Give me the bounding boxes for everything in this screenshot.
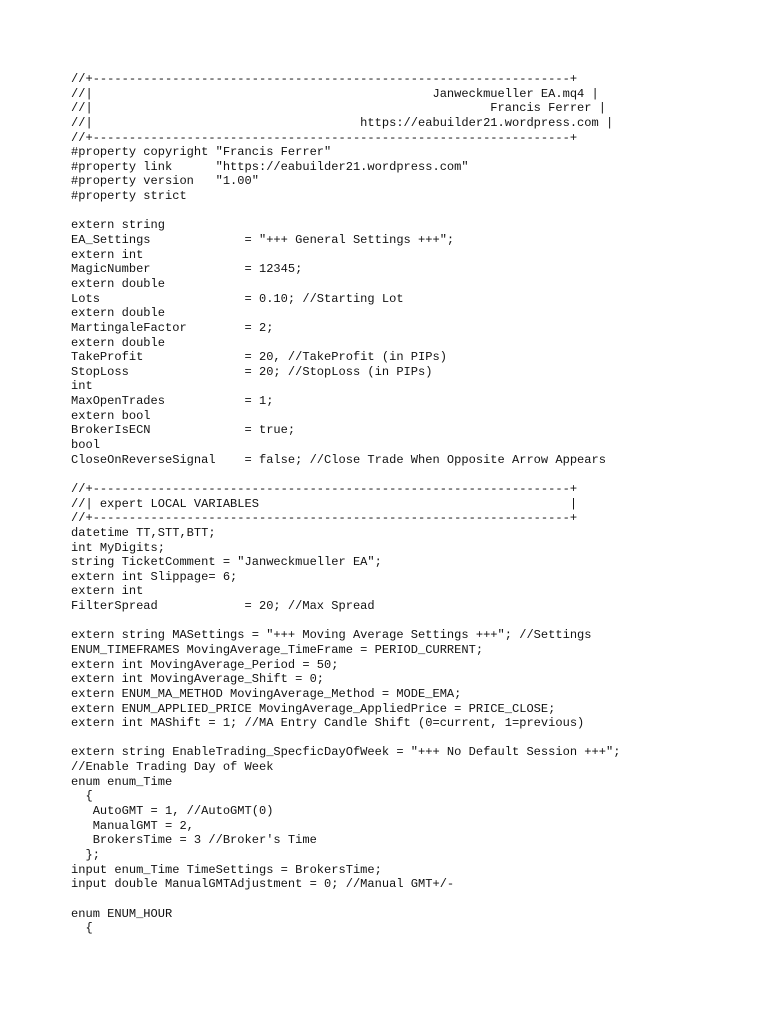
code-line: StopLoss = 20; //StopLoss (in PIPs) [71,364,433,379]
code-line [71,731,620,746]
code-listing [71,72,620,936]
code-line: //| expert LOCAL VARIABLES | [71,496,578,511]
code-line: //| https://eabuilder21.wordpress.com | [71,115,614,130]
code-line [71,614,620,629]
code-line: ManualGMT = 2, [71,818,194,833]
code-line: { [71,789,93,804]
code-line: bool [71,438,100,453]
code-line: //Enable Trading Day of Week [71,760,274,775]
code-line: enum enum_Time [71,774,173,789]
code-line: extern int MAShift = 1; //MA Entry Candle Shift (0=current, 1=previous) [71,716,585,731]
code-line: int [71,379,93,394]
code-line: //| Janweckmueller EA.mq4 | [71,86,599,101]
code-line: #property copyright "Francis Ferrer" [71,145,332,160]
code-line: }; [71,847,100,862]
code-line: //+------------------------------------------------------------------+ [71,130,578,145]
code-line: input double ManualGMTAdjustment = 0; //Manual GMT+/- [71,877,455,892]
code-line: extern ENUM_APPLIED_PRICE MovingAverage_AppliedPrice = PRICE_CLOSE; [71,701,556,716]
code-line: { [71,921,93,936]
code-line: Lots = 0.10; //Starting Lot [71,291,404,306]
code-line: //+------------------------------------------------------------------+ [71,72,578,86]
code-line: extern double [71,276,165,291]
code-line: #property link "https://eabuilder21.wordpress.com" [71,159,469,174]
code-line: EA_Settings = "+++ General Settings +++"; [71,233,455,248]
code-line: extern double [71,306,165,321]
code-line: input enum_Time TimeSettings = BrokersTime; [71,862,382,877]
code-line: MagicNumber = 12345; [71,262,303,277]
code-line: BrokersTime = 3 //Broker's Time [71,833,317,848]
code-line: AutoGMT = 1, //AutoGMT(0) [71,804,274,819]
code-line [71,204,620,219]
code-line: BrokerIsECN = true; [71,423,296,438]
code-line: #property version "1.00" [71,174,259,189]
code-line: extern string MASettings = "+++ Moving Average Settings +++"; //Settings [71,628,592,643]
code-line: enum ENUM_HOUR [71,906,173,921]
code-line: extern double [71,335,165,350]
code-line: extern bool [71,408,151,423]
code-line: #property strict [71,189,187,204]
code-line: extern int MovingAverage_Shift = 0; [71,672,325,687]
code-line: MaxOpenTrades = 1; [71,394,274,409]
code-line: extern int MovingAverage_Period = 50; [71,657,339,672]
code-line: extern int [71,247,144,262]
code-line: //| Francis Ferrer | [71,101,606,116]
code-line: extern string EnableTrading_SpecficDayOfWeek = "+++ No Default Session +++"; [71,745,621,760]
code-line: int MyDigits; [71,540,165,555]
code-line [71,892,620,907]
code-line: //+------------------------------------------------------------------+ [71,481,578,496]
code-line: datetime TT,STT,BTT; [71,525,216,540]
code-line: CloseOnReverseSignal = false; //Close Trade When Opposite Arrow Appears [71,452,606,467]
code-line: string TicketComment = "Janweckmueller EA"; [71,555,382,570]
code-line: TakeProfit = 20, //TakeProfit (in PIPs) [71,350,447,365]
code-line: extern int [71,584,144,599]
code-line: ENUM_TIMEFRAMES MovingAverage_TimeFrame = PERIOD_CURRENT; [71,642,484,657]
code-line [71,467,620,482]
code-line: MartingaleFactor = 2; [71,320,274,335]
code-line: extern int Slippage= 6; [71,569,238,584]
code-line: //+------------------------------------------------------------------+ [71,511,578,526]
code-line: extern string [71,218,165,233]
code-line: extern ENUM_MA_METHOD MovingAverage_Method = MODE_EMA; [71,686,462,701]
code-line: FilterSpread = 20; //Max Spread [71,599,375,614]
